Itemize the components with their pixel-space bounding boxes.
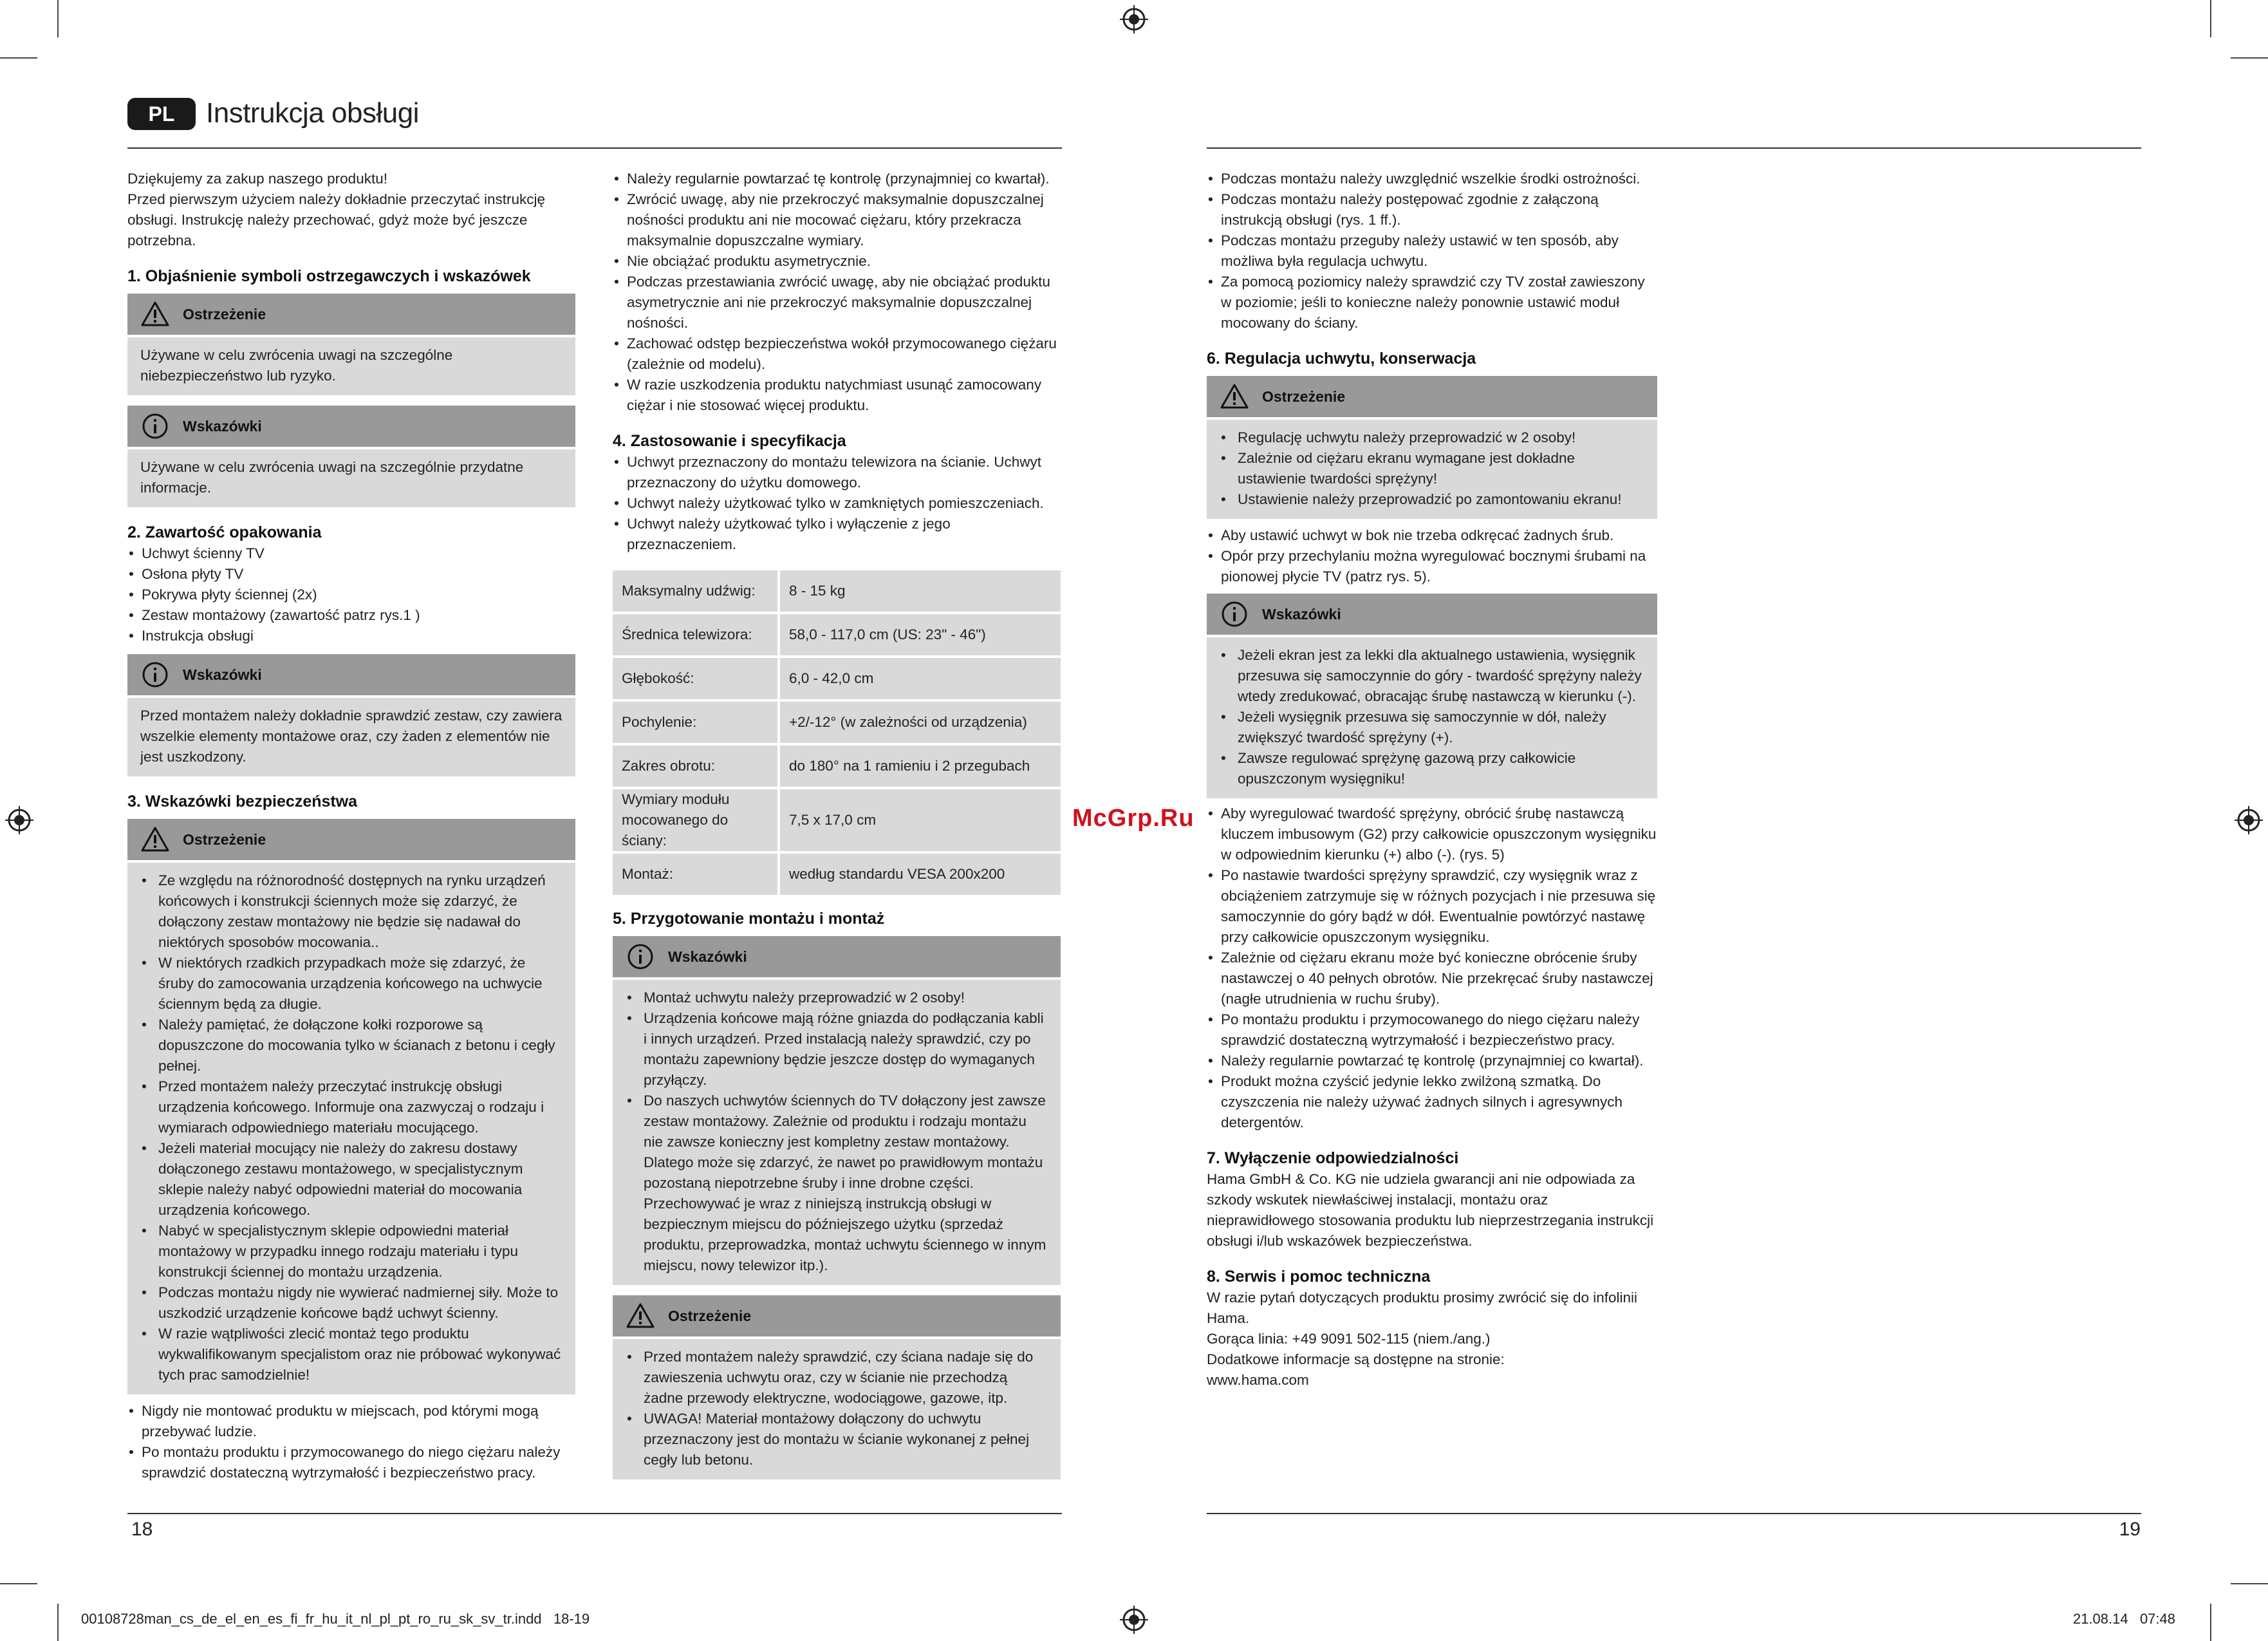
registration-mark-icon bbox=[1120, 1606, 1148, 1634]
list-item: • Uchwyt ścienny TV bbox=[127, 543, 575, 564]
list-item: • Nigdy nie montować produktu w miejscach, pod którymi mogą przebywać ludzie. bbox=[127, 1401, 575, 1442]
warning-bar bbox=[613, 1295, 1061, 1336]
list-item: • Nie obciążać produktu asymetrycznie. bbox=[613, 251, 1061, 272]
warning-triangle-icon bbox=[626, 1301, 655, 1331]
middle-column bbox=[613, 169, 1061, 1479]
spec-value: 58,0 - 117,0 cm (US: 23" - 46") bbox=[780, 614, 1061, 655]
page-title: Instrukcja obsługi bbox=[206, 97, 419, 129]
list-item: • Produkt można czyścić jedynie lekko zwilżoną szmatką. Do czyszczenia nie należy używać żadnych silnych i agresywnych detergentów. bbox=[1207, 1071, 1657, 1133]
warning-box bbox=[1207, 420, 1657, 519]
table-row bbox=[613, 789, 1061, 851]
spec-key: Głębokość: bbox=[613, 658, 780, 699]
list-item: • Należy regularnie powtarzać tę kontrolę (przynajmniej co kwartał). bbox=[613, 169, 1061, 189]
list-item: • Zestaw montażowy (zawartość patrz rys.1 ) bbox=[127, 605, 575, 626]
list-item: • W razie uszkodzenia produktu natychmiast usunąć zamocowany ciężar i nie stosować więcej produktu. bbox=[613, 375, 1061, 416]
intro-line: Dziękujemy za zakup naszego produktu! bbox=[127, 171, 387, 187]
list-item: • Zawsze regulować sprężynę gazową przy całkowicie opuszczonym wysięgniku! bbox=[1220, 748, 1644, 789]
note-box bbox=[127, 449, 575, 507]
spec-value: +2/-12° (w zależności od urządzenia) bbox=[780, 702, 1061, 743]
warning-triangle-icon bbox=[140, 825, 170, 854]
maintenance-list bbox=[1207, 803, 1657, 1133]
note-label: Wskazówki bbox=[1262, 606, 1341, 623]
table-row bbox=[613, 854, 1061, 895]
list-item: • Do naszych uchwytów ściennych do TV dołączony jest zawsze zestaw montażowy. Zależnie od produktu i rodzaju montażu nie zawsze konieczny jest kompletny zestaw montażowy. Dlatego może się zdarzyć, że nawet po prawidłowym montażu pozostaną niepotrzebne śruby i inne drobne części. Przechowywać je wraz z niniejszą instrukcją obsługi w bezpiecznym miejscu do późniejszego użytku (sprzedaż produktu, przeprowadzka, montaż uchwytu ściennego w innym miejscu, nowy telewizor itp.). bbox=[626, 1091, 1048, 1276]
spec-value: 6,0 - 42,0 cm bbox=[780, 658, 1061, 699]
spec-value: do 180° na 1 ramieniu i 2 przegubach bbox=[780, 745, 1061, 787]
adjustment-list bbox=[1207, 525, 1657, 587]
header-rule bbox=[127, 147, 1062, 149]
footer-rule bbox=[1207, 1513, 2141, 1514]
list-item: • Po montażu produktu i przymocowanego do niego ciężaru należy sprawdzić dostateczną wytrzymałość i bezpieczeństwo pracy. bbox=[1207, 1009, 1657, 1051]
crop-mark bbox=[2210, 1604, 2211, 1641]
specification-table bbox=[613, 568, 1061, 897]
right-column bbox=[1207, 169, 1657, 1391]
page-number-left: 18 bbox=[131, 1519, 153, 1540]
crop-mark bbox=[0, 1583, 37, 1584]
note-bar bbox=[613, 936, 1061, 977]
list-item: • Nabyć w specjalistycznym sklepie odpowiedni materiał montażowy w przypadku innego rodzaju materiału i typu konstrukcji ściennej do montażu urządzenia. bbox=[140, 1221, 562, 1282]
list-item: • Montaż uchwytu należy przeprowadzić w 2 osoby! bbox=[626, 988, 1048, 1008]
website-link[interactable]: www.hama.com bbox=[1207, 1372, 1309, 1388]
language-badge bbox=[127, 98, 196, 130]
mounting-list-continued bbox=[1207, 169, 1657, 333]
crop-mark bbox=[2231, 57, 2268, 59]
package-contents-list bbox=[127, 543, 575, 646]
list-item: • Aby ustawić uchwyt w bok nie trzeba odkręcać żadnych śrub. bbox=[1207, 525, 1657, 546]
list-item: • Należy pamiętać, że dołączone kołki rozporowe są dopuszczone do mocowania tylko w ścianach z betonu i cegły pełnej. bbox=[140, 1015, 562, 1076]
note-text: Przed montażem należy dokładnie sprawdzić zestaw, czy zawiera wszelkie elementy montażowe oraz, czy żaden z elementów nie jest uszkodzony. bbox=[140, 708, 562, 765]
left-column bbox=[127, 169, 575, 1483]
safety-list-continued bbox=[613, 169, 1061, 416]
list-item: • Uchwyt należy użytkować tylko w zamkniętych pomieszczeniach. bbox=[613, 493, 1061, 514]
note-box bbox=[1207, 637, 1657, 798]
note-box bbox=[127, 698, 575, 776]
mounting-notes-list bbox=[626, 988, 1048, 1276]
info-icon bbox=[626, 942, 655, 971]
note-label: Wskazówki bbox=[183, 418, 262, 435]
warning-bar bbox=[127, 294, 575, 335]
registration-mark-icon bbox=[5, 806, 33, 834]
list-item: • Ustawienie należy przeprowadzić po zamontowaniu ekranu! bbox=[1220, 489, 1644, 510]
list-item: • Za pomocą poziomicy należy sprawdzić czy TV został zawieszony w poziomie; jeśli to konieczne należy ponownie ustawić moduł mocowany do ściany. bbox=[1207, 272, 1657, 333]
table-row bbox=[613, 745, 1061, 787]
note-bar bbox=[127, 406, 575, 447]
warning-label: Ostrzeżenie bbox=[668, 1308, 752, 1324]
list-item: • Podczas przestawiania zwrócić uwagę, aby nie obciążać produktu asymetrycznie ani nie przekroczyć maksymalnie dopuszczalnej nośności. bbox=[613, 272, 1061, 333]
service-text: W razie pytań dotyczących produktu prosimy zwrócić się do infolinii Hama. bbox=[1207, 1289, 1638, 1326]
crop-mark bbox=[57, 0, 59, 37]
list-item: • Podczas montażu przeguby należy ustawić w ten sposób, aby możliwa była regulacja uchwytu. bbox=[1207, 230, 1657, 272]
spec-value: 7,5 x 17,0 cm bbox=[780, 789, 1061, 851]
note-label: Wskazówki bbox=[183, 666, 262, 683]
registration-mark-icon bbox=[2235, 806, 2263, 834]
note-box bbox=[613, 980, 1061, 1285]
table-row bbox=[613, 702, 1061, 743]
list-item: • Opór przy przechylaniu można wyregulować bocznymi śrubami na pionowej płycie TV (patrz rys. 5). bbox=[1207, 546, 1657, 587]
warning-bar bbox=[127, 819, 575, 860]
list-item: • Instrukcja obsługi bbox=[127, 626, 575, 646]
list-item: • Zachować odstęp bezpieczeństwa wokół przymocowanego ciężaru (zależnie od modelu). bbox=[613, 333, 1061, 375]
spec-key: Pochylenie: bbox=[613, 702, 780, 743]
spec-value: według standardu VESA 200x200 bbox=[780, 854, 1061, 895]
table-row bbox=[613, 614, 1061, 655]
section-title-7: 7. Wyłączenie odpowiedzialności bbox=[1207, 1149, 1459, 1167]
section-title-5: 5. Przygotowanie montażu i montaż bbox=[613, 910, 885, 928]
warning-triangle-icon bbox=[1220, 382, 1249, 411]
list-item: • Jeżeli ekran jest za lekki dla aktualnego ustawienia, wysięgnik przesuwa się samoczynnie do góry - twardość sprężyny należy wtedy zredukować, obracając śrubę nastawczą w kierunku (-). bbox=[1220, 645, 1644, 707]
list-item: • Jeżeli wysięgnik przesuwa się samoczynnie w dół, należy zwiększyć twardość sprężyny (+). bbox=[1220, 707, 1644, 748]
spec-key: Maksymalny udźwig: bbox=[613, 570, 780, 612]
safety-warning-list bbox=[140, 870, 562, 1385]
table-row bbox=[613, 658, 1061, 699]
hotline-text: Gorąca linia: +49 9091 502-115 (niem./ang.) bbox=[1207, 1331, 1491, 1347]
list-item: • Po nastawie twardości sprężyny sprawdzić, czy wysięgnik wraz z obciążeniem zatrzymuje się w różnych pozycjach i nie przesuwa się samoczynnie do góry bądź w dół. Ewentualnie powtórzyć nastawę przy całkowicie opuszczonym wysięgniku. bbox=[1207, 865, 1657, 948]
list-item: • Urządzenia końcowe mają różne gniazda do podłączania kabli i innych urządzeń. Przed instalacją należy sprawdzić, czy po montażu zapewniony będzie jeszcze dostęp do wymaganych przyłączy. bbox=[626, 1008, 1048, 1091]
list-item: • Aby wyregulować twardość sprężyny, obrócić śrubę nastawczą kluczem imbusowym (G2) przy całkowicie opuszczonym wysięgniku w odpowiednim kierunku (+) albo (-). (rys. 5) bbox=[1207, 803, 1657, 865]
disclaimer-text: Hama GmbH & Co. KG nie udziela gwarancji ani nie odpowiada za szkody wskutek niewłaściwej instalacji, montażu oraz nieprawidłowego stosowania produktu lub nieprzestrzegania instrukcji obsługi i/lub wskazówek bezpieczeństwa. bbox=[1207, 1171, 1654, 1249]
list-item: • Regulację uchwytu należy przeprowadzić w 2 osoby! bbox=[1220, 427, 1644, 448]
list-item: • Po montażu produktu i przymocowanego do niego ciężaru należy sprawdzić dostateczną wytrzymałość i bezpieczeństwo pracy. bbox=[127, 1442, 575, 1483]
info-text: Dodatkowe informacje są dostępne na stronie: bbox=[1207, 1351, 1505, 1367]
spec-key: Montaż: bbox=[613, 854, 780, 895]
crop-mark bbox=[0, 57, 37, 59]
list-item: • Ze względu na różnorodność dostępnych na rynku urządzeń końcowych i konstrukcji ściennych może się zdarzyć, że dołączony zestaw montażowy nie będzie się nadawał do niektórych sposobów mocowania.. bbox=[140, 870, 562, 953]
usage-list bbox=[613, 452, 1061, 555]
section-title-1: 1. Objaśnienie symboli ostrzegawczych i wskazówek bbox=[127, 267, 531, 285]
warning-box bbox=[613, 1339, 1061, 1479]
warning-triangle-icon bbox=[140, 299, 170, 329]
list-item: • Podczas montażu należy postępować zgodnie z załączoną instrukcją obsługi (rys. 1 ff.). bbox=[1207, 189, 1657, 230]
file-name-slug: 00108728man_cs_de_el_en_es_fi_fr_hu_it_nl_pl_pt_ro_ru_sk_sv_tr.indd 18-19 bbox=[81, 1611, 590, 1627]
section-title-4: 4. Zastosowanie i specyfikacja bbox=[613, 432, 846, 450]
crop-mark bbox=[57, 1604, 59, 1641]
registration-mark-icon bbox=[1120, 5, 1148, 33]
list-item: • Jeżeli materiał mocujący nie należy do zakresu dostawy dołączonego zestawu montażowego, w specjalistycznym sklepie należy nabyć odpowiedni materiał do mocowania urządzenia końcowego. bbox=[140, 1138, 562, 1221]
warning-box bbox=[127, 337, 575, 395]
table-row bbox=[613, 570, 1061, 612]
list-item: • Należy regularnie powtarzać tę kontrolę (przynajmniej co kwartał). bbox=[1207, 1051, 1657, 1071]
intro-text: Przed pierwszym użyciem należy dokładnie przeczytać instrukcję obsługi. Instrukcję należy przechować, gdyż może być jeszcze potrzebna. bbox=[127, 191, 545, 248]
section-title-6: 6. Regulacja uchwytu, konserwacja bbox=[1207, 350, 1476, 368]
crop-mark bbox=[2210, 0, 2211, 37]
section-title-2: 2. Zawartość opakowania bbox=[127, 523, 322, 541]
page-number-right: 19 bbox=[2119, 1519, 2141, 1540]
spec-key: Zakres obrotu: bbox=[613, 745, 780, 787]
note-bar bbox=[127, 654, 575, 695]
section-title-3: 3. Wskazówki bezpieczeństwa bbox=[127, 792, 358, 811]
header-rule bbox=[1207, 147, 2141, 149]
spec-key: Średnica telewizora: bbox=[613, 614, 780, 655]
list-item: • Uchwyt należy użytkować tylko i wyłączenie z jego przeznaczeniem. bbox=[613, 514, 1061, 555]
list-item: • Przed montażem należy sprawdzić, czy ściana nadaje się do zawieszenia uchwytu oraz, czy w ścianie nie przechodzą żadne przewody elektryczne, wodociągowe, gazowe, itp. bbox=[626, 1347, 1048, 1409]
list-item: • Przed montażem należy przeczytać instrukcję obsługi urządzenia końcowego. Informuje ona zazwyczaj o rodzaju i wymiarach odpowiedniego materiału mocującego. bbox=[140, 1076, 562, 1138]
list-item: • Zależnie od ciężaru ekranu może być konieczne obrócenie śruby nastawczej o 40 pełnych obrotów. Nie przekręcać śruby nastawczej (nagłe utrudnienia w ruchu śruby). bbox=[1207, 948, 1657, 1009]
crop-mark bbox=[2231, 1583, 2268, 1584]
note-bar bbox=[1207, 594, 1657, 635]
note-text: Używane w celu zwrócenia uwagi na szczególnie przydatne informacje. bbox=[140, 459, 524, 496]
warning-box bbox=[127, 863, 575, 1394]
list-item: • Uchwyt przeznaczony do montażu telewizora na ścianie. Uchwyt przeznaczony do użytku domowego. bbox=[613, 452, 1061, 493]
language-badge-text: PL bbox=[148, 102, 175, 126]
list-item: • Pokrywa płyty ściennej (2x) bbox=[127, 585, 575, 605]
list-item: • UWAGA! Materiał montażowy dołączony do uchwytu przeznaczony jest do montażu w ścianie wykonanej z pełnej cegły lub betonu. bbox=[626, 1409, 1048, 1470]
note-label: Wskazówki bbox=[668, 948, 747, 965]
safety-list bbox=[127, 1401, 575, 1483]
warning-bar bbox=[1207, 376, 1657, 417]
list-item: • Zależnie od ciężaru ekranu wymagane jest dokładne ustawienie twardości sprężyny! bbox=[1220, 448, 1644, 489]
list-item: • Osłona płyty TV bbox=[127, 564, 575, 585]
list-item: • W razie wątpliwości zlecić montaż tego produktu wykwalifikowanym specjalistom oraz nie próbować wykonywać tych prac samodzielnie! bbox=[140, 1324, 562, 1385]
footer-rule bbox=[127, 1513, 1062, 1514]
mounting-warning-list bbox=[626, 1347, 1048, 1470]
section-title-8: 8. Serwis i pomoc techniczna bbox=[1207, 1268, 1431, 1286]
print-date-slug: 21.08.14 07:48 bbox=[2072, 1611, 2175, 1627]
warning-text: Używane w celu zwrócenia uwagi na szczególne niebezpieczeństwo lub ryzyko. bbox=[140, 347, 453, 384]
list-item: • Podczas montażu nigdy nie wywierać nadmiernej siły. Może to uszkodzić urządzenie końcowe bądź uchwyt ścienny. bbox=[140, 1282, 562, 1324]
adjustment-warning-list bbox=[1220, 427, 1644, 510]
adjustment-notes-list bbox=[1220, 645, 1644, 789]
list-item: • Podczas montażu należy uwzględnić wszelkie środki ostrożności. bbox=[1207, 169, 1657, 189]
list-item: • W niektórych rzadkich przypadkach może się zdarzyć, że śruby do zamocowania urządzenia końcowego na uchwycie ściennym będą za długie. bbox=[140, 953, 562, 1015]
info-icon bbox=[1220, 599, 1249, 629]
warning-label: Ostrzeżenie bbox=[1262, 388, 1346, 405]
info-icon bbox=[140, 660, 170, 689]
list-item: • Zwrócić uwagę, aby nie przekroczyć maksymalnie dopuszczalnej nośności produktu ani nie mocować ciężaru, który przekracza maksymalnie dopuszczalne wymiary. bbox=[613, 189, 1061, 251]
info-icon bbox=[140, 411, 170, 441]
warning-label: Ostrzeżenie bbox=[183, 831, 266, 848]
spec-value: 8 - 15 kg bbox=[780, 570, 1061, 612]
watermark: McGrp.Ru bbox=[1072, 805, 1194, 832]
spec-key: Wymiary modułu mocowanego do ściany: bbox=[613, 789, 780, 851]
warning-label: Ostrzeżenie bbox=[183, 306, 266, 323]
